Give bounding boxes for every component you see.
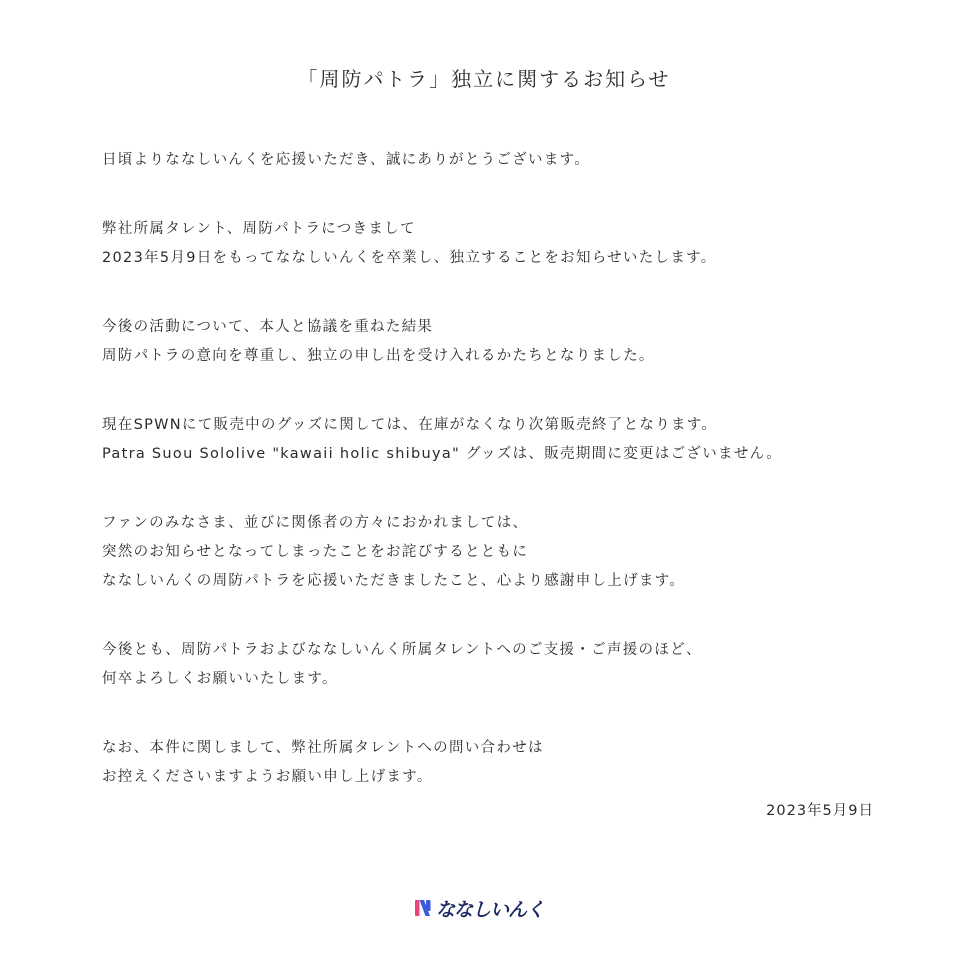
text-line: なお、本件に関しまして、弊社所属タレントへの問い合わせは xyxy=(102,740,544,756)
text-line: 2023年5月9日をもってななしいんくを卒業し、独立することをお知らせいたします。 xyxy=(102,250,717,266)
company-logo xyxy=(414,893,544,923)
text-line: ファンのみなさま、並びに関係者の方々におかれましては、 xyxy=(102,515,529,531)
announcement-body xyxy=(102,146,902,832)
text-line: 今後とも、周防パトラおよびななしいんく所属タレントへのご支援・ご声援のほど、 xyxy=(102,642,702,658)
text-line: 現在SPWNにて販売中のグッズに関しては、在庫がなくなり次第販売終了となります。 xyxy=(102,417,718,433)
text-line: Patra Suou Sololive "kawaii holic shibuya" グッズは、販売期間に変更はございません。 xyxy=(102,446,783,462)
text-line: ななしいんくの周防パトラを応援いただきましたこと、心より感謝申し上げます。 xyxy=(102,573,686,589)
text-line: 日頃よりななしいんくを応援いただき、誠にありがとうございます。 xyxy=(102,152,591,168)
text-line: 突然のお知らせとなってしまったことをお詫びするとともに xyxy=(102,544,529,560)
paragraph-thanks xyxy=(102,509,902,596)
text-line: 周防パトラの意向を尊重し、独立の申し出を受け入れるかたちとなりました。 xyxy=(102,348,655,364)
paragraph-inquiries xyxy=(102,734,902,792)
text-line: お控えくださいますようお願い申し上げます。 xyxy=(102,769,433,785)
text-line: 弊社所属タレント、周防パトラにつきまして xyxy=(102,221,416,237)
page-title: 「周防パトラ」独立に関するお知らせ xyxy=(297,67,671,91)
paragraph-support xyxy=(102,636,902,694)
text-line: 今後の活動について、本人と協議を重ねた結果 xyxy=(102,319,434,335)
nanashi-inc-logo-icon xyxy=(414,898,432,918)
paragraph-graduation xyxy=(102,215,902,273)
paragraph-greeting xyxy=(102,146,902,175)
text-line: 何卒よろしくお願いいたします。 xyxy=(102,671,338,687)
paragraph-goods xyxy=(102,411,902,469)
logo-wordmark: ななしいんく xyxy=(436,898,545,921)
paragraph-decision xyxy=(102,313,902,371)
announcement-date: 2023年5月9日 xyxy=(766,803,874,819)
